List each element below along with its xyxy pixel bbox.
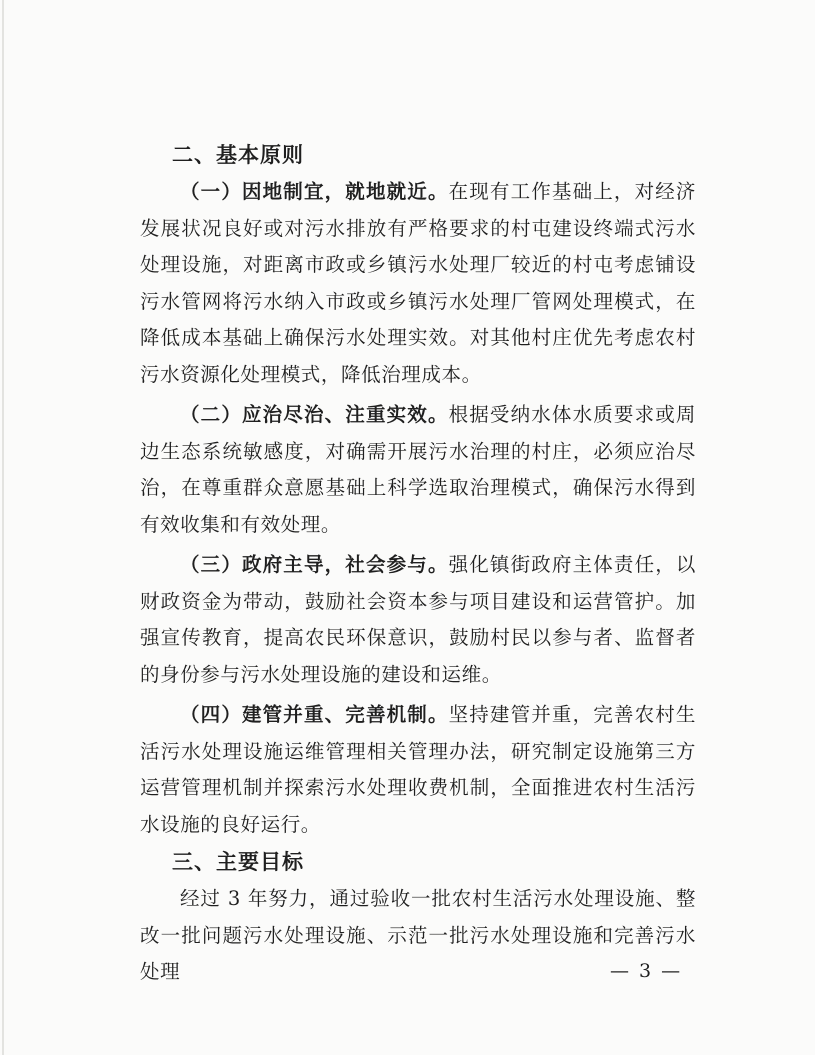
page-number: — 3 — bbox=[610, 960, 683, 982]
principle-paragraph-1 bbox=[140, 174, 696, 393]
principle-paragraph-4 bbox=[140, 697, 696, 843]
principle-body-1: 在现有工作基础上，对经济发展状况良好或对污水排放有严格要求的村屯建设终端式污水处理设施，对距离市政或乡镇污水处理厂较近的村屯考虑铺设污水管网将污水纳入市政或乡镇污水处理厂管网处理模式，在降低成本基础上确保污水处理实效。对其他村庄优先考虑农村污水资源化处理模式，降低治理成本。 bbox=[140, 180, 696, 386]
goals-paragraph: 经过 3 年努力，通过验收一批农村生活污水处理设施、整改一批问题污水处理设施、示范一批污水处理设施和完善污水处理 bbox=[140, 887, 696, 983]
principle-paragraph-2 bbox=[140, 397, 696, 543]
section-heading-principles: 二、基本原则 bbox=[172, 143, 304, 167]
principle-lead-1: （一）因地制宜，就地就近。 bbox=[180, 180, 449, 203]
principle-lead-4: （四）建管并重、完善机制。 bbox=[180, 703, 449, 726]
principle-lead-2: （二）应治尽治、注重实效。 bbox=[180, 403, 449, 426]
page-content bbox=[140, 136, 696, 991]
principle-lead-3: （三）政府主导，社会参与。 bbox=[180, 553, 449, 576]
principle-body-3: 强化镇街政府主体责任，以财政资金为带动，鼓励社会资本参与项目建设和运营管护。加强宣传教育，提高农民环保意识，鼓励村民以参与者、监督者的身份参与污水处理设施的建设和运维。 bbox=[140, 553, 696, 686]
principle-paragraph-3 bbox=[140, 547, 696, 693]
section-heading-goals: 三、主要目标 bbox=[172, 850, 304, 874]
scan-edge-left bbox=[2, 0, 4, 1055]
principle-body-4: 坚持建管并重，完善农村生活污水处理设施运维管理相关管理办法，研究制定设施第三方运营管理机制并探索污水处理收费机制，全面推进农村生活污水设施的良好运行。 bbox=[140, 703, 696, 836]
principle-body-2: 根据受纳水体水质要求或周边生态系统敏感度，对确需开展污水治理的村庄，必须应治尽治，在尊重群众意愿基础上科学选取治理模式，确保污水得到有效收集和有效处理。 bbox=[140, 403, 696, 536]
